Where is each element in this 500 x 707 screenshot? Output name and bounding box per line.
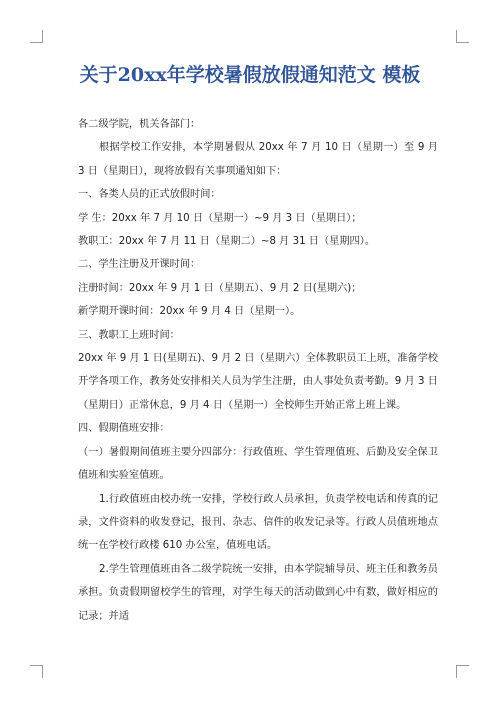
title-year: 20xx [117,64,167,86]
staff-holiday-line: 教职工：20xx 年 7 月 11 日（星期二）~8 月 31 日（星期四）。 [78,236,376,248]
section-heading-2: 二、学生注册及开课时间： [78,259,201,271]
title-suffix: 年学校暑假放假通知范文 模板 [166,64,421,86]
section-heading-3: 三、教职工上班时间： [78,329,180,341]
registration-line: 注册时间：20xx 年 9 月 1 日（星期五）、9 月 2 日(星期六)； [78,282,362,294]
section-heading-4: 四、假期值班安排： [78,423,170,435]
student-holiday-line: 学 生：20xx 年 7 月 10 日（星期一）~9 月 3 日（星期日）； [78,212,362,224]
salutation: 各二级学院，机关各部门： [78,119,201,130]
crop-mark-bottom-left [30,665,43,678]
crop-mark-top-right [456,30,469,43]
document-body [78,113,438,628]
classes-start-line: 新学期开课时间：20xx 年 9 月 4 日（星期一）。 [78,306,301,318]
section-heading-1: 一、各类人员的正式放假时间： [78,189,221,201]
staff-work-paragraph: 20xx 年 9 月 1 日(星期五)、9 月 2 日（星期六）全体教职员工上班，准备学校开学各项工作，教务处安排相关人员为学生注册，由人事处负责考勤。9 月 3 日（星期日）正常休息，9 月 4 日（星期一）全校师生开始正常上班上课。 [78,353,438,411]
admin-duty-paragraph: 1.行政值班由校办统一安排，学校行政人员承担，负责学校电话和传真的记录，文件资料的收发登记，报刊、杂志、信件的收发记录等。行政人员值班地点统一在学校行政楼 610 办公室，值班电话。 [78,493,438,552]
title-prefix: 关于 [79,64,118,86]
crop-mark-top-left [30,30,43,43]
crop-mark-bottom-right [456,665,469,678]
intro-paragraph: 根据学校工作安排，本学期暑假从 20xx 年 7 月 10 日（星期一）至 9 月 3 日（星期日），现将放假有关事项通知如下： [78,142,438,177]
student-duty-paragraph: 2.学生管理值班由各二级学院统一安排，由本学院辅导员、班主任和教务员承担。负责假期留校学生的管理，对学生每天的活动做到心中有数，做好相应的记录；并适 [78,563,438,622]
duty-overview-paragraph: （一）暑假期间值班主要分四部分：行政值班、学生管理值班、后勤及安全保卫值班和实验室值班。 [78,446,438,482]
document-title [0,60,500,87]
